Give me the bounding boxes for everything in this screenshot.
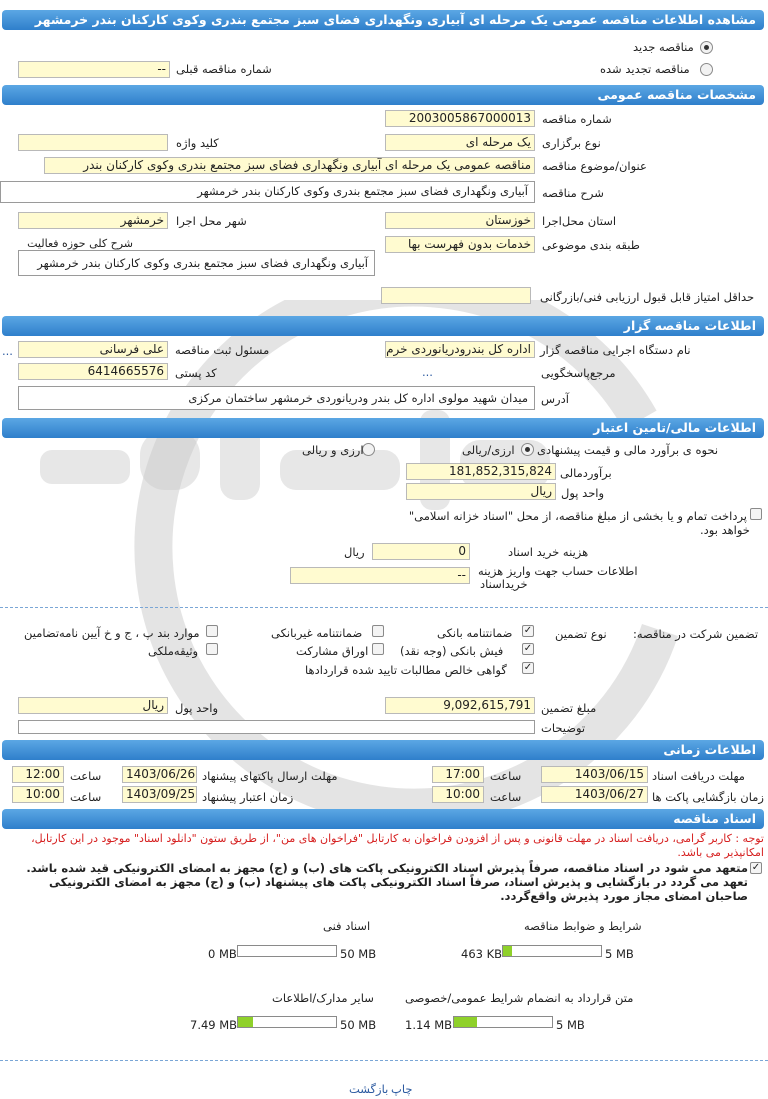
page-title: مشاهده اطلاعات مناقصه عمومی یک مرحله ای آبیاری ونگهداری فضای سبز مجتمع بندری وکوی کارکنان بندر خرمشهر <box>2 10 764 30</box>
treasury-label: پرداخت تمام و یا بخشی از مبلغ مناقصه، از محل "اسناد خزانه اسلامی" <box>408 509 747 523</box>
file-size-terms: 463 KB <box>461 947 503 961</box>
bonds-checkbox[interactable] <box>372 643 384 655</box>
upload-bar-technical <box>237 945 337 957</box>
section-divider <box>0 607 768 608</box>
currency-label: واحد پول <box>561 486 605 500</box>
file-max-contract: 5 MB <box>556 1018 585 1032</box>
upload-bar-other <box>237 1016 337 1028</box>
account-field[interactable]: -- <box>290 567 470 584</box>
general-section-header: مشخصات مناقصه عمومی <box>2 85 764 105</box>
bonds-label: اوراق مشارکت <box>296 644 369 658</box>
postal-code-field[interactable]: 6414665576 <box>18 363 168 380</box>
file-size-technical: 0 MB <box>208 947 237 961</box>
valid-time-label: ساعت <box>70 790 102 804</box>
open-label: زمان بازگشایی پاکت ها <box>652 790 764 804</box>
open-time-field[interactable]: 10:00 <box>432 786 484 803</box>
estimate-method-label: نحوه ی برآورد مالی و قیمت پیشنهادی <box>537 443 719 457</box>
upload-fill-terms <box>503 946 512 956</box>
subject-label: عنوان/موضوع مناقصه <box>542 159 647 173</box>
city-field[interactable]: خرمشهر <box>18 212 168 229</box>
tender-number-label: شماره مناقصه <box>542 112 612 126</box>
rial-radio-label: ارزی/ریالی <box>462 443 515 457</box>
subject-field[interactable]: مناقصه عمومی یک مرحله ای آبیاری ونگهداری فضای سبز مجتمع بندری وکوی کارکنان بندر <box>44 157 535 174</box>
guarantee-currency-label: واحد پول <box>175 701 219 715</box>
open-date-field[interactable]: 1403/06/27 <box>541 786 648 803</box>
description-box: آبیاری ونگهداری فضای سبز مجتمع بندری وکوی کارکنان بندر خرمشهر <box>0 181 535 203</box>
province-label: استان محل‌اجرا <box>542 214 617 228</box>
new-tender-label: مناقصه جدید <box>633 40 694 54</box>
doc-cost-unit: ریال <box>344 545 365 559</box>
send-time-label: ساعت <box>70 769 102 783</box>
estimate-label: برآوردمالی <box>560 466 612 480</box>
doc-cost-label: هزینه خرید اسناد <box>508 545 589 559</box>
bank-guarantee-label: ضمانتنامه بانکی <box>437 626 513 640</box>
keyword-field[interactable] <box>18 134 168 151</box>
treasury-checkbox[interactable] <box>750 508 762 520</box>
postal-code-label: کد پستی <box>175 366 217 380</box>
new-tender-radio[interactable] <box>700 41 713 54</box>
file-max-technical: 50 MB <box>340 947 377 961</box>
officer-label: مسئول ثبت مناقصه <box>175 343 270 357</box>
file-size-contract: 1.14 MB <box>405 1018 453 1032</box>
bank-guarantee-checkbox[interactable]: ✓ <box>523 625 533 636</box>
back-link[interactable]: بازگشت <box>349 1082 389 1096</box>
property-label: وثیقه‌ملکی <box>148 644 199 658</box>
send-label: مهلت ارسال پاکتهای پیشنهاد <box>202 769 338 783</box>
min-score-label: حداقل امتیاز قابل قبول ارزیابی فنی/بازرگانی <box>540 290 755 304</box>
docs-note: توجه : کاربر گرامی، دریافت اسناد در مهلت قانونی و پس از افزودن فراخوان به کارتابل "فراخوان های من"، از طریق ستون "دانلود اسناد" موجود در این کارتابل، امکانپذیر می باشد. <box>31 832 764 859</box>
print-link[interactable]: چاپ <box>391 1082 413 1096</box>
timing-section-header: اطلاعات زمانی <box>2 740 764 760</box>
upload-bar-terms <box>502 945 602 957</box>
claims-label: گواهی خالص مطالبات تایید شده قراردادها <box>305 663 507 677</box>
file-name-contract: متن قرارداد به انضمام شرایط عمومی/خصوصی <box>405 991 634 1005</box>
file-size-other: 7.49 MB <box>190 1018 238 1032</box>
finance-section-header: اطلاعات مالی/تامین اعتبار <box>2 418 764 438</box>
valid-label: زمان اعتبار پیشنهاد <box>202 790 294 804</box>
commit-text: متعهد می شود در اسناد مناقصه، صرفاً پذیرش اسناد الکترونیکی پاکت های (ب) و (ج) مجهز به امضای الکترونیکی قید شده باشد. تعهد می گردد در بازگشایی و پذیرش اسناد، صرفاً اسناد الکترونیکی پاکت های پیشنهاد (ب) و (ج) مجهز به امضای الکترونیکی صاحبان امضای مجاز مورد پذیرش واقع‌گردد. <box>26 861 748 903</box>
bylaw-items-label: موارد بند پ ، ج و خ آیین نامه‌تضامین <box>24 626 200 640</box>
guarantee-amount-field[interactable]: 9,092,615,791 <box>385 697 535 714</box>
response-ref-link[interactable]: ... <box>422 365 433 379</box>
claims-checkbox[interactable]: ✓ <box>523 662 533 673</box>
bank-receipt-checkbox[interactable]: ✓ <box>523 643 533 654</box>
address-box: میدان شهید مولوی اداره کل بندر ودریانوردی خرمشهر ساختمان مرکزی <box>18 386 535 410</box>
activity-box: آبیاری ونگهداری فضای سبز مجتمع بندری وکوی کارکنان بندر خرمشهر <box>18 250 375 276</box>
file-name-terms: شرایط و ضوابط مناقصه <box>524 919 642 933</box>
guarantee-type-label: نوع تضمین <box>555 627 607 641</box>
file-max-other: 50 MB <box>340 1018 377 1032</box>
activity-label: شرح کلی حوزه فعالیت <box>27 237 133 250</box>
organizer-field[interactable]: اداره کل بندرودریانوردی خرم <box>385 341 535 358</box>
guarantee-currency-field[interactable]: ریال <box>18 697 168 714</box>
address-label: آدرس <box>541 392 569 406</box>
description-label: شرح مناقصه <box>542 186 604 200</box>
response-ref-label: مرجع‌پاسخگویی <box>541 366 616 380</box>
holding-type-field[interactable]: یک مرحله ای <box>385 134 535 151</box>
rial-radio[interactable] <box>521 443 534 456</box>
category-field[interactable]: خدمات بدون فهرست بها <box>385 236 535 253</box>
officer-field[interactable]: علی فرسانی <box>18 341 168 358</box>
nonbank-guarantee-checkbox[interactable] <box>372 625 384 637</box>
guarantee-section-label: تضمین شرکت در مناقصه: <box>633 627 759 641</box>
upload-fill-contract <box>454 1017 477 1027</box>
valid-time-field[interactable]: 10:00 <box>12 786 64 803</box>
doc-cost-field[interactable]: 0 <box>372 543 470 560</box>
file-name-other: سایر مدارک/اطلاعات <box>272 991 374 1005</box>
send-date-field[interactable]: 1403/06/26 <box>122 766 197 783</box>
upload-fill-other <box>238 1017 253 1027</box>
bylaw-items-checkbox[interactable] <box>206 625 218 637</box>
currency-field[interactable]: ریال <box>406 483 556 500</box>
organizer-label: نام دستگاه اجرایی مناقصه گزار <box>540 343 691 357</box>
holding-type-label: نوع برگزاری <box>542 136 601 150</box>
receive-time-field[interactable]: 17:00 <box>432 766 484 783</box>
notes-box <box>18 720 535 734</box>
city-label: شهر محل اجرا <box>176 214 247 228</box>
renewed-tender-radio[interactable] <box>700 63 713 76</box>
receive-time-label: ساعت <box>490 769 522 783</box>
nonbank-guarantee-label: ضمانتنامه غیربانکی <box>271 626 363 640</box>
receive-label: مهلت دریافت اسناد <box>652 769 745 783</box>
account-label-2: خریداسناد <box>480 577 528 591</box>
category-label: طبقه بندی موضوعی <box>542 238 640 252</box>
tender-number-field[interactable]: 2003005867000013 <box>385 110 535 127</box>
organizer-more-link[interactable]: ... <box>2 344 13 358</box>
docs-section-header: اسناد مناقصه <box>2 809 764 829</box>
notes-label: توضیحات <box>541 721 586 735</box>
organizer-section-header: اطلاعات مناقصه گزار <box>2 316 764 336</box>
file-name-technical: اسناد فنی <box>323 919 371 933</box>
prev-tender-label: شماره مناقصه قبلی <box>176 62 272 76</box>
upload-bar-contract <box>453 1016 553 1028</box>
footer-divider <box>0 1060 768 1061</box>
renewed-tender-label: مناقصه تجدید شده <box>600 62 690 76</box>
estimate-field[interactable]: 181,852,315,824 <box>406 463 556 480</box>
commit-checkbox[interactable]: ✓ <box>751 862 761 873</box>
bank-receipt-label: فیش بانکی (وجه نقد) <box>400 644 504 658</box>
open-time-label: ساعت <box>490 790 522 804</box>
valid-date-field[interactable]: 1403/09/25 <box>122 786 197 803</box>
fx-radio-label: ارزی و ریالی <box>302 443 364 457</box>
guarantee-amount-label: مبلغ تضمین <box>541 701 597 715</box>
treasury-label-2: خواهد بود. <box>700 523 750 537</box>
send-time-field[interactable]: 12:00 <box>12 766 64 783</box>
receive-date-field[interactable]: 1403/06/15 <box>541 766 648 783</box>
prev-tender-field[interactable]: -- <box>18 61 170 78</box>
min-score-field[interactable] <box>381 287 531 304</box>
file-max-terms: 5 MB <box>605 947 634 961</box>
account-label: اطلاعات حساب جهت واریز هزینه <box>478 564 638 578</box>
province-field[interactable]: خوزستان <box>385 212 535 229</box>
keyword-label: کلید واژه <box>176 136 219 150</box>
property-checkbox[interactable] <box>206 643 218 655</box>
